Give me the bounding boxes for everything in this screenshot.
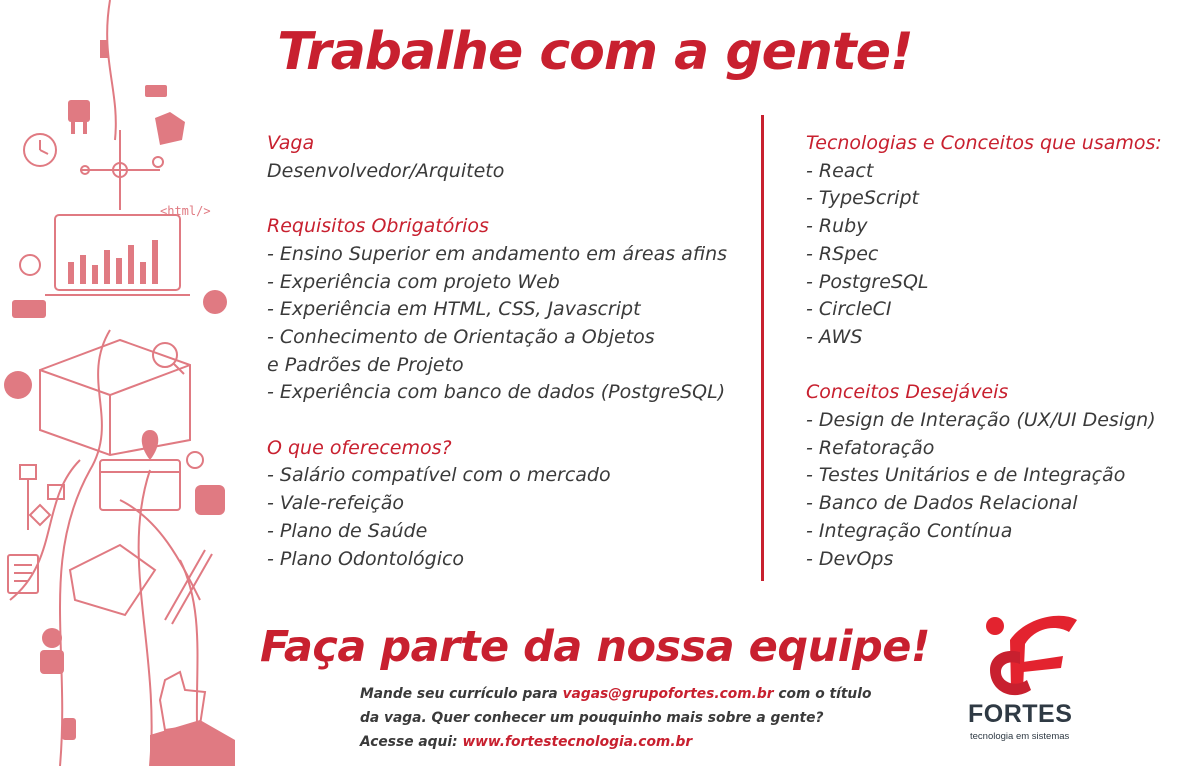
requisitos-heading: Requisitos Obrigatórios bbox=[267, 215, 489, 238]
oferecemos-item: - Plano de Saúde bbox=[267, 519, 428, 542]
desejavel-item: - DevOps bbox=[806, 547, 894, 570]
requisito-item: - Experiência com banco de dados (PostgreSQL) bbox=[267, 381, 726, 404]
requisito-item: - Ensino Superior em andamento em áreas afins bbox=[267, 242, 728, 265]
call-to-action-heading: Faça parte da nossa equipe! bbox=[259, 622, 931, 672]
column-divider bbox=[761, 115, 764, 581]
contact-line1-suffix: com o título bbox=[773, 686, 872, 702]
logo-tagline: tecnologia em sistemas bbox=[970, 731, 1070, 742]
desejavel-item: - Banco de Dados Relacional bbox=[806, 492, 1078, 515]
desejavel-item: - Design de Interação (UX/UI Design) bbox=[806, 409, 1156, 432]
tecnologia-item: - AWS bbox=[806, 325, 863, 348]
svg-text:<html/>: <html/> bbox=[160, 204, 211, 218]
left-column bbox=[267, 130, 737, 573]
website-link[interactable]: www.fortestecnologia.com.br bbox=[462, 734, 693, 750]
page-title: Trabalhe com a gente! bbox=[277, 22, 913, 82]
oferecemos-item: - Vale-refeição bbox=[267, 492, 405, 515]
tecnologia-item: - CircleCI bbox=[806, 298, 892, 321]
right-column bbox=[806, 130, 1186, 573]
contact-text bbox=[360, 682, 880, 754]
oferecemos-heading: O que oferecemos? bbox=[267, 436, 452, 459]
tecnologia-item: - Ruby bbox=[806, 215, 868, 238]
oferecemos-item: - Plano Odontológico bbox=[267, 547, 465, 570]
tecnologias-heading: Tecnologias e Conceitos que usamos: bbox=[806, 132, 1162, 154]
requisito-item: - Experiência em HTML, CSS, Javascript bbox=[267, 298, 641, 321]
fortes-logo-icon bbox=[965, 610, 1095, 750]
requisito-item: e Padrões de Projeto bbox=[267, 353, 464, 376]
email-link[interactable]: vagas@grupofortes.com.br bbox=[562, 686, 774, 702]
requisito-item: - Conhecimento de Orientação a Objetos bbox=[267, 325, 655, 348]
tecnologia-item: - React bbox=[806, 159, 874, 182]
desejavel-item: - Testes Unitários e de Integração bbox=[806, 464, 1126, 487]
vaga-heading: Vaga bbox=[267, 132, 315, 154]
tecnologia-item: - RSpec bbox=[806, 242, 879, 265]
contact-line2: da vaga. Quer conhecer um pouquinho mais sobre a gente? bbox=[360, 710, 824, 726]
desejavel-item: - Refatoração bbox=[806, 436, 935, 459]
requisito-item: - Experiência com projeto Web bbox=[267, 270, 560, 293]
oferecemos-item: - Salário compatível com o mercado bbox=[267, 464, 611, 487]
desejavel-item: - Integração Contínua bbox=[806, 519, 1013, 542]
tecnologia-item: - TypeScript bbox=[806, 187, 919, 210]
logo-wordmark: FORTES bbox=[968, 700, 1073, 728]
desejaveis-heading: Conceitos Desejáveis bbox=[806, 381, 1009, 404]
vaga-value: Desenvolvedor/Arquiteto bbox=[267, 159, 505, 182]
contact-line1-prefix: Mande seu currículo para bbox=[360, 686, 563, 702]
tecnologia-item: - PostgreSQL bbox=[806, 270, 929, 293]
contact-line3-prefix: Acesse aqui: bbox=[360, 734, 463, 750]
